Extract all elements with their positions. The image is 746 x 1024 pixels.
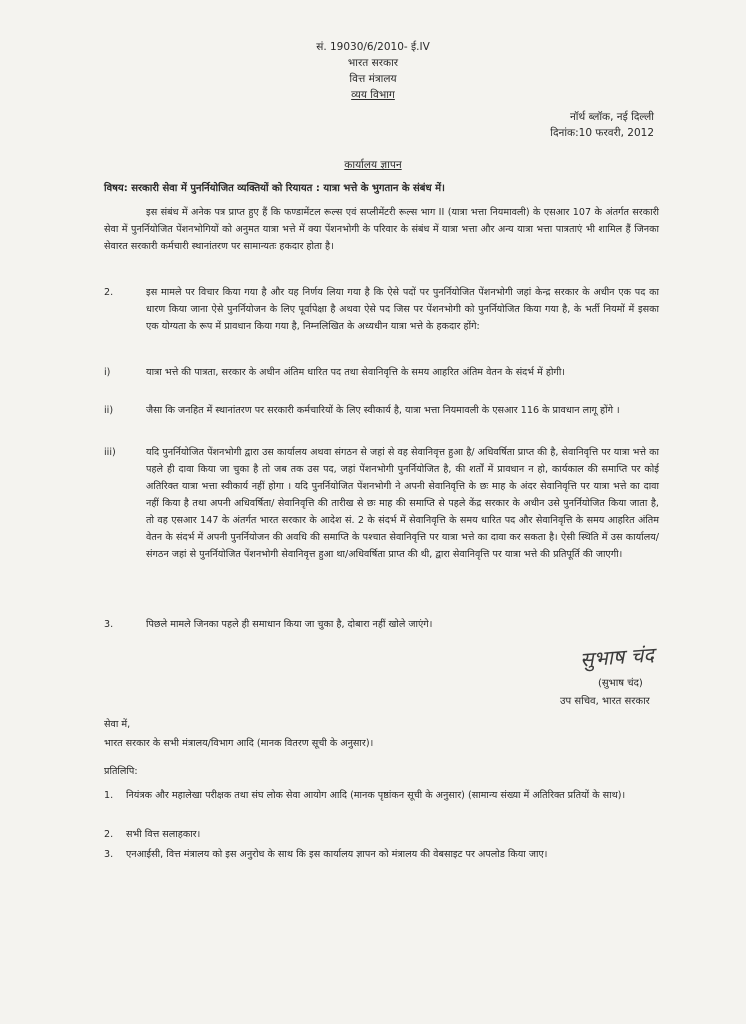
paragraph-3-text: पिछले मामले जिनका पहले ही समाधान किया जा चुका है, दोबारा नहीं खोले जाएंगे। (146, 619, 433, 630)
department-name: व्यय विभाग (351, 89, 395, 101)
copy-item-1-text: नियंत्रक और महालेखा परीक्षक तथा संघ लोक सेवा आयोग आदि (मानक पृष्ठांकन सूची के अनुसार) (सामान्य संख्या में अतिरिक्त प्रतियों के साथ)। (126, 790, 626, 801)
copy-item-2 (104, 826, 659, 843)
signatory-designation: उप सचिव, भारत सरकार (560, 696, 650, 707)
copy-item-3-number: 3. (104, 849, 114, 860)
file-number: सं. 19030/6/2010- ई.IV (316, 41, 430, 53)
paragraph-2-text: इस मामले पर विचार किया गया है और यह निर्णय लिया गया है कि ऐसे पदों पर पुनर्नियोजित पेंशनभोगी जहां केन्द्र सरकार के अधीन एक पद का धारण किया जाना ऐसे पुनर्नियोजन के लिए पूर्वापेक्षा है अथवा ऐसे पद जिस पर पेंशनभोगी को पुनर्नियोजित किया गया है, के भर्ती नियमों में इसका एक योग्यता के रूप में प्रावधान किया गया है, निम्नलिखित के अध्यधीन यात्रा भत्ते के हकदार होंगे: (146, 287, 659, 332)
copy-label: प्रतिलिपि: (104, 766, 138, 777)
clause-i (104, 364, 659, 381)
copy-item-3-text: एनआईसी, वित्त मंत्रालय को इस अनुरोध के साथ कि इस कार्यालय ज्ञापन को मंत्रालय की वेबसाइट पर अपलोड किया जाए। (126, 849, 548, 860)
paragraph-3 (104, 616, 659, 633)
paragraph-1: इस संबंध में अनेक पत्र प्राप्त हुए हैं कि फण्डामेंटल रूल्स एवं सप्लीमेंटरी रूल्स भाग II (यात्रा भत्ता नियमावली) के एसआर 107 के अंतर्गत सरकारी सेवा में पुनर्नियोजित पेंशनभोगियों को अनुमत यात्रा भत्ते में क्या पेंशनभोगी के परिवार के संबंध में यात्रा भत्ता और अन्य यात्रा भत्ता पात्रताएं भी शामिल हैं जिनका सेवारत सरकारी कर्मचारी स्थानांतरण पर सामान्यतः हकदार होता है। (104, 207, 659, 252)
date: दिनांक:10 फरवरी, 2012 (550, 127, 654, 139)
clause-ii-text: जैसा कि जनहित में स्थानांतरण पर सरकारी कर्मचारियों के लिए स्वीकार्य है, यात्रा भत्ता नियमावली के एसआर 116 के प्रावधान लागू होंगे । (146, 405, 620, 416)
paragraph-3-number: 3. (104, 619, 114, 630)
government-name: भारत सरकार (347, 57, 399, 69)
copy-item-3 (104, 846, 659, 863)
paragraph-2-number: 2. (104, 287, 114, 298)
to-label: सेवा में, (104, 719, 131, 730)
clause-ii (104, 402, 659, 419)
clause-ii-number: ii) (104, 405, 114, 416)
copy-item-2-text: सभी वित्त सलाहकार। (126, 829, 201, 840)
clause-i-number: i) (104, 367, 111, 378)
paragraph-2 (104, 284, 659, 335)
clause-iii-text: यदि पुनर्नियोजित पेंशनभोगी द्वारा उस कार्यालय अथवा संगठन से जहां से वह सेवानिवृत्त हुआ है/ अधिवर्षिता प्राप्त की है, सेवानिवृत्ति पर यात्रा भत्ते का पहले ही दावा किया जा चुका है तो जब तक उस पद, जहां पेंशनभोगी पुनर्नियोजित है, की शर्तों में प्रावधान न हो, कार्यकाल की समाप्ति पर कोई अतिरिक्त यात्रा भत्ता स्वीकार्य नहीं होगा । यदि पुनर्नियोजित पेंशनभोगी ने अपनी सेवानिवृत्ति के छः माह के अंदर सेवानिवृत्ति पर यात्रा भत्ते का दावा नहीं किया है तथा अपनी अधिवर्षिता/ सेवानिवृत्ति की तारीख से छः माह की समाप्ति से पहले केंद्र सरकार के अधीन उसे पुनर्नियोजित किया जाता है, तो वह एसआर 147 के अंतर्गत भारत सरकार के आदेश सं. 2 के संदर्भ में सेवानिवृत्ति के समय धारित पद और सेवानिवृत्ति के समय आहरित अंतिम वेतन के संदर्भ में अपनी पुनर्नियोजन की अवधि की समाप्ति के पश्चात सेवानिवृत्ति पर यात्रा भत्ते का दावा कर सकता है। ऐसी स्थिति में उस कार्यालय/संगठन जहां से पुनर्नियोजित पेंशनभोगी सेवानिवृत्त हुआ था/अधिवर्षिता प्राप्त की थी, द्वारा सेवानिवृत्ति पर यात्रा भत्ते की प्रतिपूर्ति की जाएगी। (146, 447, 659, 560)
place: नॉर्थ ब्लॉक, नई दिल्ली (569, 111, 654, 123)
copy-item-2-number: 2. (104, 829, 114, 840)
ministry-name: वित्त मंत्रालय (349, 73, 397, 85)
clause-iii-number: iii) (104, 447, 116, 458)
to-recipients: भारत सरकार के सभी मंत्रालय/विभाग आदि (मानक वितरण सूची के अनुसार)। (104, 738, 374, 749)
signatory-name: (सुभाष चंद) (598, 678, 643, 689)
subject-line: विषय: सरकारी सेवा में पुनर्नियोजित व्यक्तियों को रियायत : यात्रा भत्ते के भुगतान के संबंध में। (104, 183, 445, 194)
clause-i-text: यात्रा भत्ते की पात्रता, सरकार के अधीन अंतिम धारित पद तथा सेवानिवृत्ति के समय आहरित अंतिम वेतन के संदर्भ में होगी। (146, 367, 565, 378)
copy-item-1 (104, 787, 659, 804)
clause-iii (104, 444, 659, 563)
document-type: कार्यालय ज्ञापन (344, 159, 402, 171)
handwritten-signature: सुभाष चंद (579, 642, 655, 672)
copy-item-1-number: 1. (104, 790, 114, 801)
